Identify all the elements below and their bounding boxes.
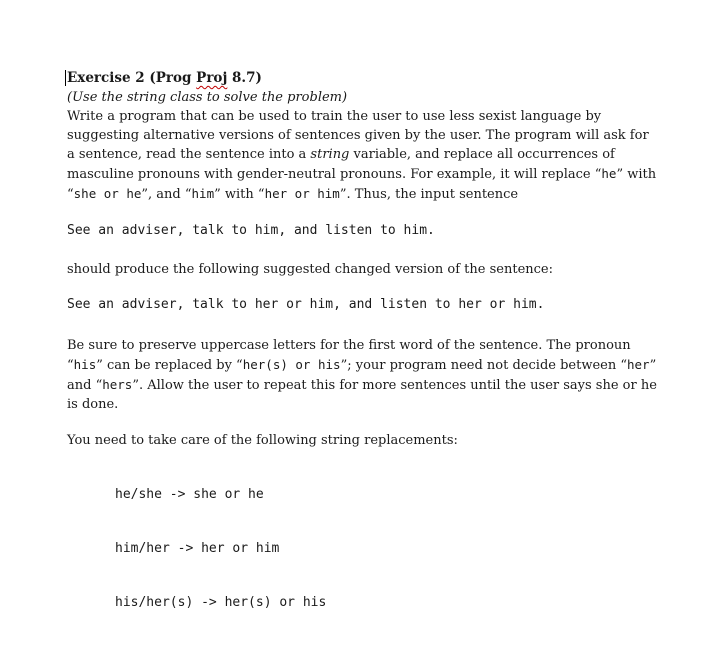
replacements-intro: You need to take care of the following string replacements: [67, 433, 458, 448]
replacements-list [115, 450, 657, 648]
intro-text-1: Write a program that can be used to train the user to use less sexist language by suggesting alternative versions of sentences given by the user. The program will ask for a sentence, read the sentence into a [67, 109, 649, 162]
replacement-item: him/her -> her or him [115, 541, 280, 556]
preserve-text-5: ”. Allow the user to repeat this for more sentences until the user says she or he is done. [67, 378, 657, 412]
intro-text-2: variable, and replace all occurrences of masculine pronouns with gender-neutral pronouns. For example, it will replace “ [67, 147, 615, 182]
spellcheck-word-proj: Proj [196, 70, 228, 86]
text-cursor [65, 70, 66, 86]
preserve-text-1: Be sure to preserve uppercase letters for the first word of the sentence. The pronoun “ [67, 338, 631, 373]
code-her: her [627, 357, 650, 372]
exercise-heading [67, 68, 657, 88]
intro-text-5: ” with “ [214, 187, 265, 202]
replacement-item: his/her(s) -> her(s) or his [115, 595, 327, 610]
code-her-or-him: her or him [264, 186, 340, 201]
should-produce-text: should produce the following suggested changed version of the sentence: [67, 262, 553, 277]
exercise-subtitle: (Use the string class to solve the problem) [67, 90, 348, 105]
heading-prefix: Exercise 2 (Prog [67, 70, 197, 86]
replacement-item: he/she -> she or he [115, 487, 264, 502]
preserve-paragraph [67, 336, 657, 414]
preserve-text-2: ” can be replaced by “ [96, 358, 243, 373]
intro-paragraph [67, 107, 657, 204]
code-hers: hers [102, 377, 133, 392]
preserve-text-4: ” and “ [67, 358, 657, 393]
code-her-s-or-his: her(s) or his [242, 357, 341, 372]
intro-text-3: ” with “ [67, 167, 657, 202]
code-he: he [601, 166, 617, 181]
code-his: his [73, 357, 97, 372]
intro-string-word: string [310, 147, 350, 162]
example-output-code: See an adviser, talk to her or him, and listen to her or him. [67, 297, 545, 312]
code-she-or-he: she or he [73, 186, 142, 201]
code-him: him [191, 186, 215, 201]
exercise-content [67, 68, 657, 648]
heading-suffix: 8.7) [227, 70, 262, 86]
intro-text-4: ”, and “ [141, 187, 192, 202]
preserve-text-3: ”; your program need not decide between “ [340, 358, 627, 373]
example-input-code: See an adviser, talk to him, and listen to him. [67, 223, 435, 238]
intro-text-6: ”. Thus, the input sentence [339, 187, 519, 202]
